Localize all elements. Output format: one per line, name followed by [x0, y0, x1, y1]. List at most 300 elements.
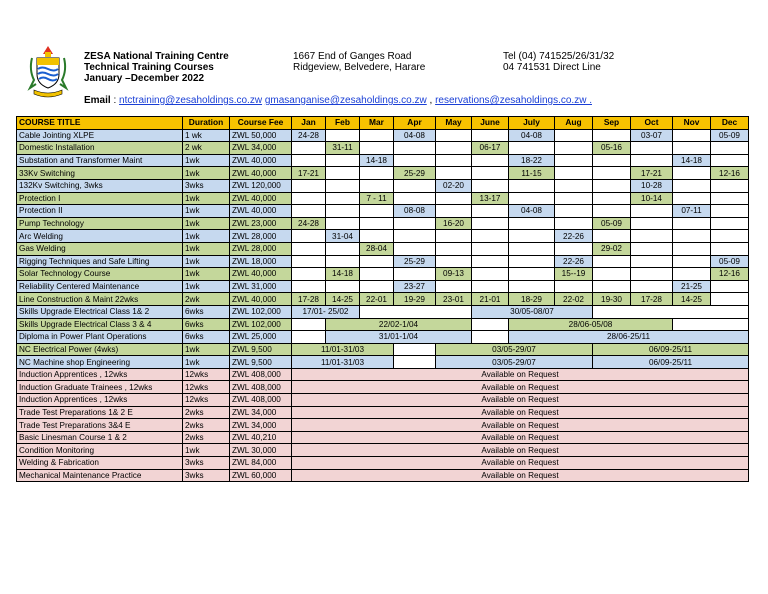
column-header: June: [472, 117, 509, 130]
table-cell: [360, 167, 394, 180]
table-cell: 24-28: [292, 129, 326, 142]
table-cell: ZWL 102,000: [230, 305, 292, 318]
table-cell: [436, 154, 472, 167]
table-cell: [673, 192, 711, 205]
table-cell: [555, 205, 593, 218]
table-row: [17, 368, 749, 381]
table-cell: 33Kv Switching: [17, 167, 183, 180]
table-cell: [292, 242, 326, 255]
table-cell: [509, 179, 555, 192]
table-cell: 03/05-29/07: [436, 356, 593, 369]
table-cell: 04-08: [509, 205, 555, 218]
table-cell: ZWL 18,000: [230, 255, 292, 268]
table-cell: [360, 179, 394, 192]
table-cell: 1wk: [183, 268, 230, 281]
table-cell: Available on Request: [292, 419, 749, 432]
table-row: [17, 381, 749, 394]
table-row: [17, 406, 749, 419]
table-cell: [436, 167, 472, 180]
table-cell: [292, 280, 326, 293]
table-cell: 1wk: [183, 242, 230, 255]
table-cell: [631, 154, 673, 167]
table-cell: 11-15: [509, 167, 555, 180]
table-cell: 6wks: [183, 331, 230, 344]
table-cell: 09-13: [436, 268, 472, 281]
table-cell: [394, 242, 436, 255]
table-cell: [394, 230, 436, 243]
table-cell: Solar Technology Course: [17, 268, 183, 281]
table-cell: ZWL 40,000: [230, 268, 292, 281]
table-cell: Arc Welding: [17, 230, 183, 243]
table-cell: 1wk: [183, 205, 230, 218]
column-header: May: [436, 117, 472, 130]
address-block: [293, 51, 425, 73]
table-cell: [711, 154, 749, 167]
table-cell: 14-18: [673, 154, 711, 167]
table-cell: 21-01: [472, 293, 509, 306]
table-cell: [326, 280, 360, 293]
table-cell: [292, 205, 326, 218]
table-row: [17, 154, 749, 167]
email-link-gmasanganise[interactable]: gmasanganise@zesaholdings.co.zw: [264, 95, 427, 106]
table-cell: [673, 268, 711, 281]
table-cell: [394, 217, 436, 230]
table-cell: 14-18: [360, 154, 394, 167]
table-cell: 2wk: [183, 293, 230, 306]
table-cell: 05-09: [593, 217, 631, 230]
table-cell: Available on Request: [292, 431, 749, 444]
table-cell: [360, 305, 472, 318]
table-cell: [711, 142, 749, 155]
table-cell: ZWL 25,000: [230, 331, 292, 344]
table-cell: 29-02: [593, 242, 631, 255]
table-cell: [555, 242, 593, 255]
column-header: July: [509, 117, 555, 130]
table-cell: 04-08: [394, 129, 436, 142]
table-cell: ZWL 30,000: [230, 444, 292, 457]
column-header: Duration: [183, 117, 230, 130]
table-cell: ZWL 84,000: [230, 457, 292, 470]
table-cell: 18-22: [509, 154, 555, 167]
table-cell: [472, 318, 509, 331]
table-cell: 23-27: [394, 280, 436, 293]
table-row: [17, 142, 749, 155]
table-cell: Available on Request: [292, 406, 749, 419]
table-cell: 10-28: [631, 179, 673, 192]
table-cell: [394, 356, 436, 369]
table-cell: 07-11: [673, 205, 711, 218]
table-cell: [292, 318, 326, 331]
zesa-logo: [26, 44, 70, 100]
table-cell: 31-04: [326, 230, 360, 243]
table-cell: [509, 142, 555, 155]
table-cell: 22-26: [555, 255, 593, 268]
table-row: [17, 129, 749, 142]
table-cell: 132Kv Switching, 3wks: [17, 179, 183, 192]
table-cell: [436, 280, 472, 293]
table-cell: [593, 179, 631, 192]
table-cell: [360, 255, 394, 268]
table-cell: ZWL 408,000: [230, 394, 292, 407]
column-header: Aug: [555, 117, 593, 130]
table-cell: 05-09: [711, 129, 749, 142]
table-cell: 16-20: [436, 217, 472, 230]
table-cell: ZWL 40,000: [230, 167, 292, 180]
table-cell: 17-28: [631, 293, 673, 306]
table-cell: Mechanical Maintenance Practice: [17, 469, 183, 482]
table-cell: [394, 343, 436, 356]
table-cell: 06/09-25/11: [593, 356, 749, 369]
table-cell: [472, 154, 509, 167]
table-cell: 6wks: [183, 318, 230, 331]
table-cell: 18-29: [509, 293, 555, 306]
table-row: [17, 255, 749, 268]
table-cell: 1wk: [183, 343, 230, 356]
table-cell: 3wks: [183, 469, 230, 482]
table-row: [17, 318, 749, 331]
table-cell: 22/02-1/04: [326, 318, 472, 331]
table-cell: ZWL 40,210: [230, 431, 292, 444]
table-cell: [436, 242, 472, 255]
table-cell: 1 wk: [183, 129, 230, 142]
table-cell: 14-18: [326, 268, 360, 281]
table-cell: ZWL 408,000: [230, 381, 292, 394]
table-cell: 6wks: [183, 305, 230, 318]
table-cell: NC Electrical Power (4wks): [17, 343, 183, 356]
table-cell: 25-29: [394, 167, 436, 180]
table-row: [17, 305, 749, 318]
table-cell: [394, 154, 436, 167]
table-cell: [360, 205, 394, 218]
table-cell: [509, 280, 555, 293]
table-cell: [509, 192, 555, 205]
table-cell: [593, 192, 631, 205]
table-cell: [394, 142, 436, 155]
column-header: Dec: [711, 117, 749, 130]
table-cell: ZWL 40,000: [230, 192, 292, 205]
table-cell: 28-04: [360, 242, 394, 255]
table-cell: ZWL 40,000: [230, 205, 292, 218]
table-cell: [631, 142, 673, 155]
table-cell: [326, 205, 360, 218]
table-cell: 14-25: [326, 293, 360, 306]
table-cell: ZWL 23,000: [230, 217, 292, 230]
table-cell: 12wks: [183, 381, 230, 394]
table-cell: [292, 192, 326, 205]
table-cell: [593, 255, 631, 268]
table-row: [17, 167, 749, 180]
table-cell: [711, 280, 749, 293]
centre-title-block: [84, 51, 229, 84]
table-cell: [555, 217, 593, 230]
table-cell: [394, 179, 436, 192]
table-cell: 17-28: [292, 293, 326, 306]
table-cell: [394, 192, 436, 205]
table-cell: 1wk: [183, 280, 230, 293]
column-header: Course Fee: [230, 117, 292, 130]
table-row: [17, 268, 749, 281]
column-header: Nov: [673, 117, 711, 130]
table-cell: 10-14: [631, 192, 673, 205]
table-cell: Protection II: [17, 205, 183, 218]
table-row: [17, 469, 749, 482]
table-cell: 1wk: [183, 356, 230, 369]
table-cell: NC Machine shop Engineering: [17, 356, 183, 369]
address-line-2: Ridgeview, Belvedere, Harare: [293, 62, 426, 73]
table-cell: 1wk: [183, 217, 230, 230]
column-header: Mar: [360, 117, 394, 130]
table-cell: Diploma in Power Plant Operations: [17, 331, 183, 344]
table-cell: Induction Apprentices , 12wks: [17, 394, 183, 407]
table-cell: [631, 255, 673, 268]
tel-line-1: Tel (04) 741525/26/31/32: [503, 51, 615, 62]
table-cell: [292, 331, 326, 344]
table-cell: 7 - 11: [360, 192, 394, 205]
table-row: [17, 179, 749, 192]
table-cell: [631, 268, 673, 281]
table-cell: Available on Request: [292, 381, 749, 394]
table-cell: Welding & Fabrication: [17, 457, 183, 470]
table-cell: 2 wk: [183, 142, 230, 155]
table-cell: 05-09: [711, 255, 749, 268]
table-cell: [593, 129, 631, 142]
table-cell: 06-17: [472, 142, 509, 155]
table-cell: [292, 230, 326, 243]
table-cell: [292, 255, 326, 268]
table-cell: ZWL 50,000: [230, 129, 292, 142]
table-cell: [673, 179, 711, 192]
table-cell: [509, 268, 555, 281]
table-cell: 2wks: [183, 406, 230, 419]
table-cell: Protection I: [17, 192, 183, 205]
table-cell: [360, 142, 394, 155]
table-cell: ZWL 408,000: [230, 368, 292, 381]
table-cell: ZWL 28,000: [230, 230, 292, 243]
course-schedule-table: [16, 116, 749, 482]
table-cell: [472, 255, 509, 268]
table-cell: ZWL 9,500: [230, 356, 292, 369]
table-cell: ZWL 102,000: [230, 318, 292, 331]
table-cell: [711, 179, 749, 192]
table-row: [17, 431, 749, 444]
table-cell: [509, 217, 555, 230]
table-cell: Line Construction & Maint 22wks: [17, 293, 183, 306]
table-cell: [292, 179, 326, 192]
table-row: [17, 331, 749, 344]
table-cell: [326, 129, 360, 142]
table-cell: Gas Welding: [17, 242, 183, 255]
table-cell: 28/06-05/08: [509, 318, 673, 331]
table-cell: 22-02: [555, 293, 593, 306]
table-cell: Rigging Techniques and Safe Lifting: [17, 255, 183, 268]
table-cell: [555, 142, 593, 155]
table-cell: [673, 242, 711, 255]
table-cell: 17-21: [292, 167, 326, 180]
table-cell: [593, 305, 749, 318]
table-cell: [436, 230, 472, 243]
table-cell: ZWL 34,000: [230, 406, 292, 419]
table-cell: 24-28: [292, 217, 326, 230]
table-cell: 03/05-29/07: [436, 343, 593, 356]
table-cell: 17-21: [631, 167, 673, 180]
table-cell: [555, 167, 593, 180]
table-cell: Trade Test Preparations 1& 2 E: [17, 406, 183, 419]
table-cell: [472, 179, 509, 192]
table-cell: [436, 205, 472, 218]
table-cell: [472, 217, 509, 230]
table-row: [17, 280, 749, 293]
table-cell: 1wk: [183, 192, 230, 205]
table-cell: [593, 167, 631, 180]
table-cell: [436, 142, 472, 155]
table-cell: [711, 217, 749, 230]
table-cell: 31/01-1/04: [326, 331, 472, 344]
table-cell: 11/01-31/03: [292, 356, 394, 369]
table-cell: 13-17: [472, 192, 509, 205]
table-cell: [711, 192, 749, 205]
column-header: Feb: [326, 117, 360, 130]
table-row: [17, 230, 749, 243]
table-cell: 21-25: [673, 280, 711, 293]
table-cell: 19-30: [593, 293, 631, 306]
email-label: Email: [84, 95, 111, 106]
table-cell: Available on Request: [292, 368, 749, 381]
table-cell: [673, 318, 749, 331]
table-cell: [326, 255, 360, 268]
table-cell: [436, 255, 472, 268]
table-cell: [472, 205, 509, 218]
table-cell: Available on Request: [292, 469, 749, 482]
table-cell: 05-16: [593, 142, 631, 155]
table-cell: Available on Request: [292, 444, 749, 457]
table-cell: Cable Jointing XLPE: [17, 129, 183, 142]
table-cell: Available on Request: [292, 457, 749, 470]
table-cell: [472, 167, 509, 180]
table-cell: Condition Monitoring: [17, 444, 183, 457]
table-cell: [360, 129, 394, 142]
table-cell: 25-29: [394, 255, 436, 268]
email-line: Email : ntctraining@zesaholdings.co.zw gmasanganise@zesaholdings.co.zw , reservations@zesaholdings.co.zw .: [84, 95, 592, 106]
table-cell: [360, 230, 394, 243]
table-cell: Reliability Centered Maintenance: [17, 280, 183, 293]
table-cell: [631, 280, 673, 293]
table-cell: 08-08: [394, 205, 436, 218]
table-cell: [472, 242, 509, 255]
table-cell: [326, 242, 360, 255]
address-line-1: 1667 End of Ganges Road: [293, 51, 412, 62]
table-cell: [673, 167, 711, 180]
table-cell: Induction Graduate Trainees , 12wks: [17, 381, 183, 394]
table-cell: 22-26: [555, 230, 593, 243]
table-cell: [711, 242, 749, 255]
table-cell: 12wks: [183, 394, 230, 407]
table-cell: Skills Upgrade Electrical Class 3 & 4: [17, 318, 183, 331]
table-cell: [509, 255, 555, 268]
table-cell: [360, 280, 394, 293]
table-cell: [593, 268, 631, 281]
table-row: [17, 192, 749, 205]
table-cell: [472, 230, 509, 243]
table-row: [17, 419, 749, 432]
table-cell: [711, 230, 749, 243]
column-header: COURSE TITLE: [17, 117, 183, 130]
table-row: [17, 356, 749, 369]
column-header: Sep: [593, 117, 631, 130]
table-cell: 12-16: [711, 167, 749, 180]
table-cell: Basic Linesman Course 1 & 2: [17, 431, 183, 444]
table-cell: Trade Test Preparations 3&4 E: [17, 419, 183, 432]
column-header: Jan: [292, 117, 326, 130]
table-cell: [555, 192, 593, 205]
table-cell: Available on Request: [292, 394, 749, 407]
table-cell: Induction Apprentices , 12wks: [17, 368, 183, 381]
table-cell: [673, 142, 711, 155]
table-cell: [593, 280, 631, 293]
table-cell: 1wk: [183, 444, 230, 457]
email-link-training[interactable]: ntctraining@zesaholdings.co.zw: [119, 95, 263, 106]
table-cell: [631, 242, 673, 255]
table-cell: ZWL 28,000: [230, 242, 292, 255]
table-cell: [593, 205, 631, 218]
table-row: [17, 293, 749, 306]
table-cell: [673, 217, 711, 230]
table-cell: [673, 129, 711, 142]
table-cell: 28/06-25/11: [509, 331, 749, 344]
table-cell: [326, 217, 360, 230]
table-cell: [326, 154, 360, 167]
table-cell: Domestic Installation: [17, 142, 183, 155]
table-row: [17, 242, 749, 255]
table-cell: Skills Upgrade Electrical Class 1& 2: [17, 305, 183, 318]
table-cell: 31-11: [326, 142, 360, 155]
courses-title: Technical Training Courses: [84, 62, 214, 73]
table-cell: [292, 268, 326, 281]
table-cell: Pump Technology: [17, 217, 183, 230]
table-cell: [360, 217, 394, 230]
table-row: [17, 444, 749, 457]
table-cell: [472, 129, 509, 142]
table-cell: 1wk: [183, 154, 230, 167]
period: January –December 2022: [84, 73, 205, 84]
table-row: [17, 394, 749, 407]
table-cell: 2wks: [183, 431, 230, 444]
table-cell: [631, 230, 673, 243]
table-cell: [555, 280, 593, 293]
table-cell: [673, 255, 711, 268]
table-cell: 12-16: [711, 268, 749, 281]
table-cell: [472, 268, 509, 281]
table-cell: [555, 179, 593, 192]
table-header-row: [17, 117, 749, 130]
table-cell: [326, 192, 360, 205]
table-row: [17, 457, 749, 470]
table-cell: ZWL 9,500: [230, 343, 292, 356]
table-cell: 1wk: [183, 230, 230, 243]
table-cell: [472, 331, 509, 344]
table-cell: 3wks: [183, 457, 230, 470]
table-cell: [326, 167, 360, 180]
table-cell: Substation and Transformer Maint: [17, 154, 183, 167]
table-cell: 22-01: [360, 293, 394, 306]
table-cell: 3wks: [183, 179, 230, 192]
table-cell: [711, 293, 749, 306]
email-link-reservations[interactable]: reservations@zesaholdings.co.zw .: [435, 95, 592, 106]
table-cell: [555, 154, 593, 167]
table-cell: 14-25: [673, 293, 711, 306]
table-cell: 15--19: [555, 268, 593, 281]
table-cell: [673, 230, 711, 243]
table-cell: [436, 192, 472, 205]
